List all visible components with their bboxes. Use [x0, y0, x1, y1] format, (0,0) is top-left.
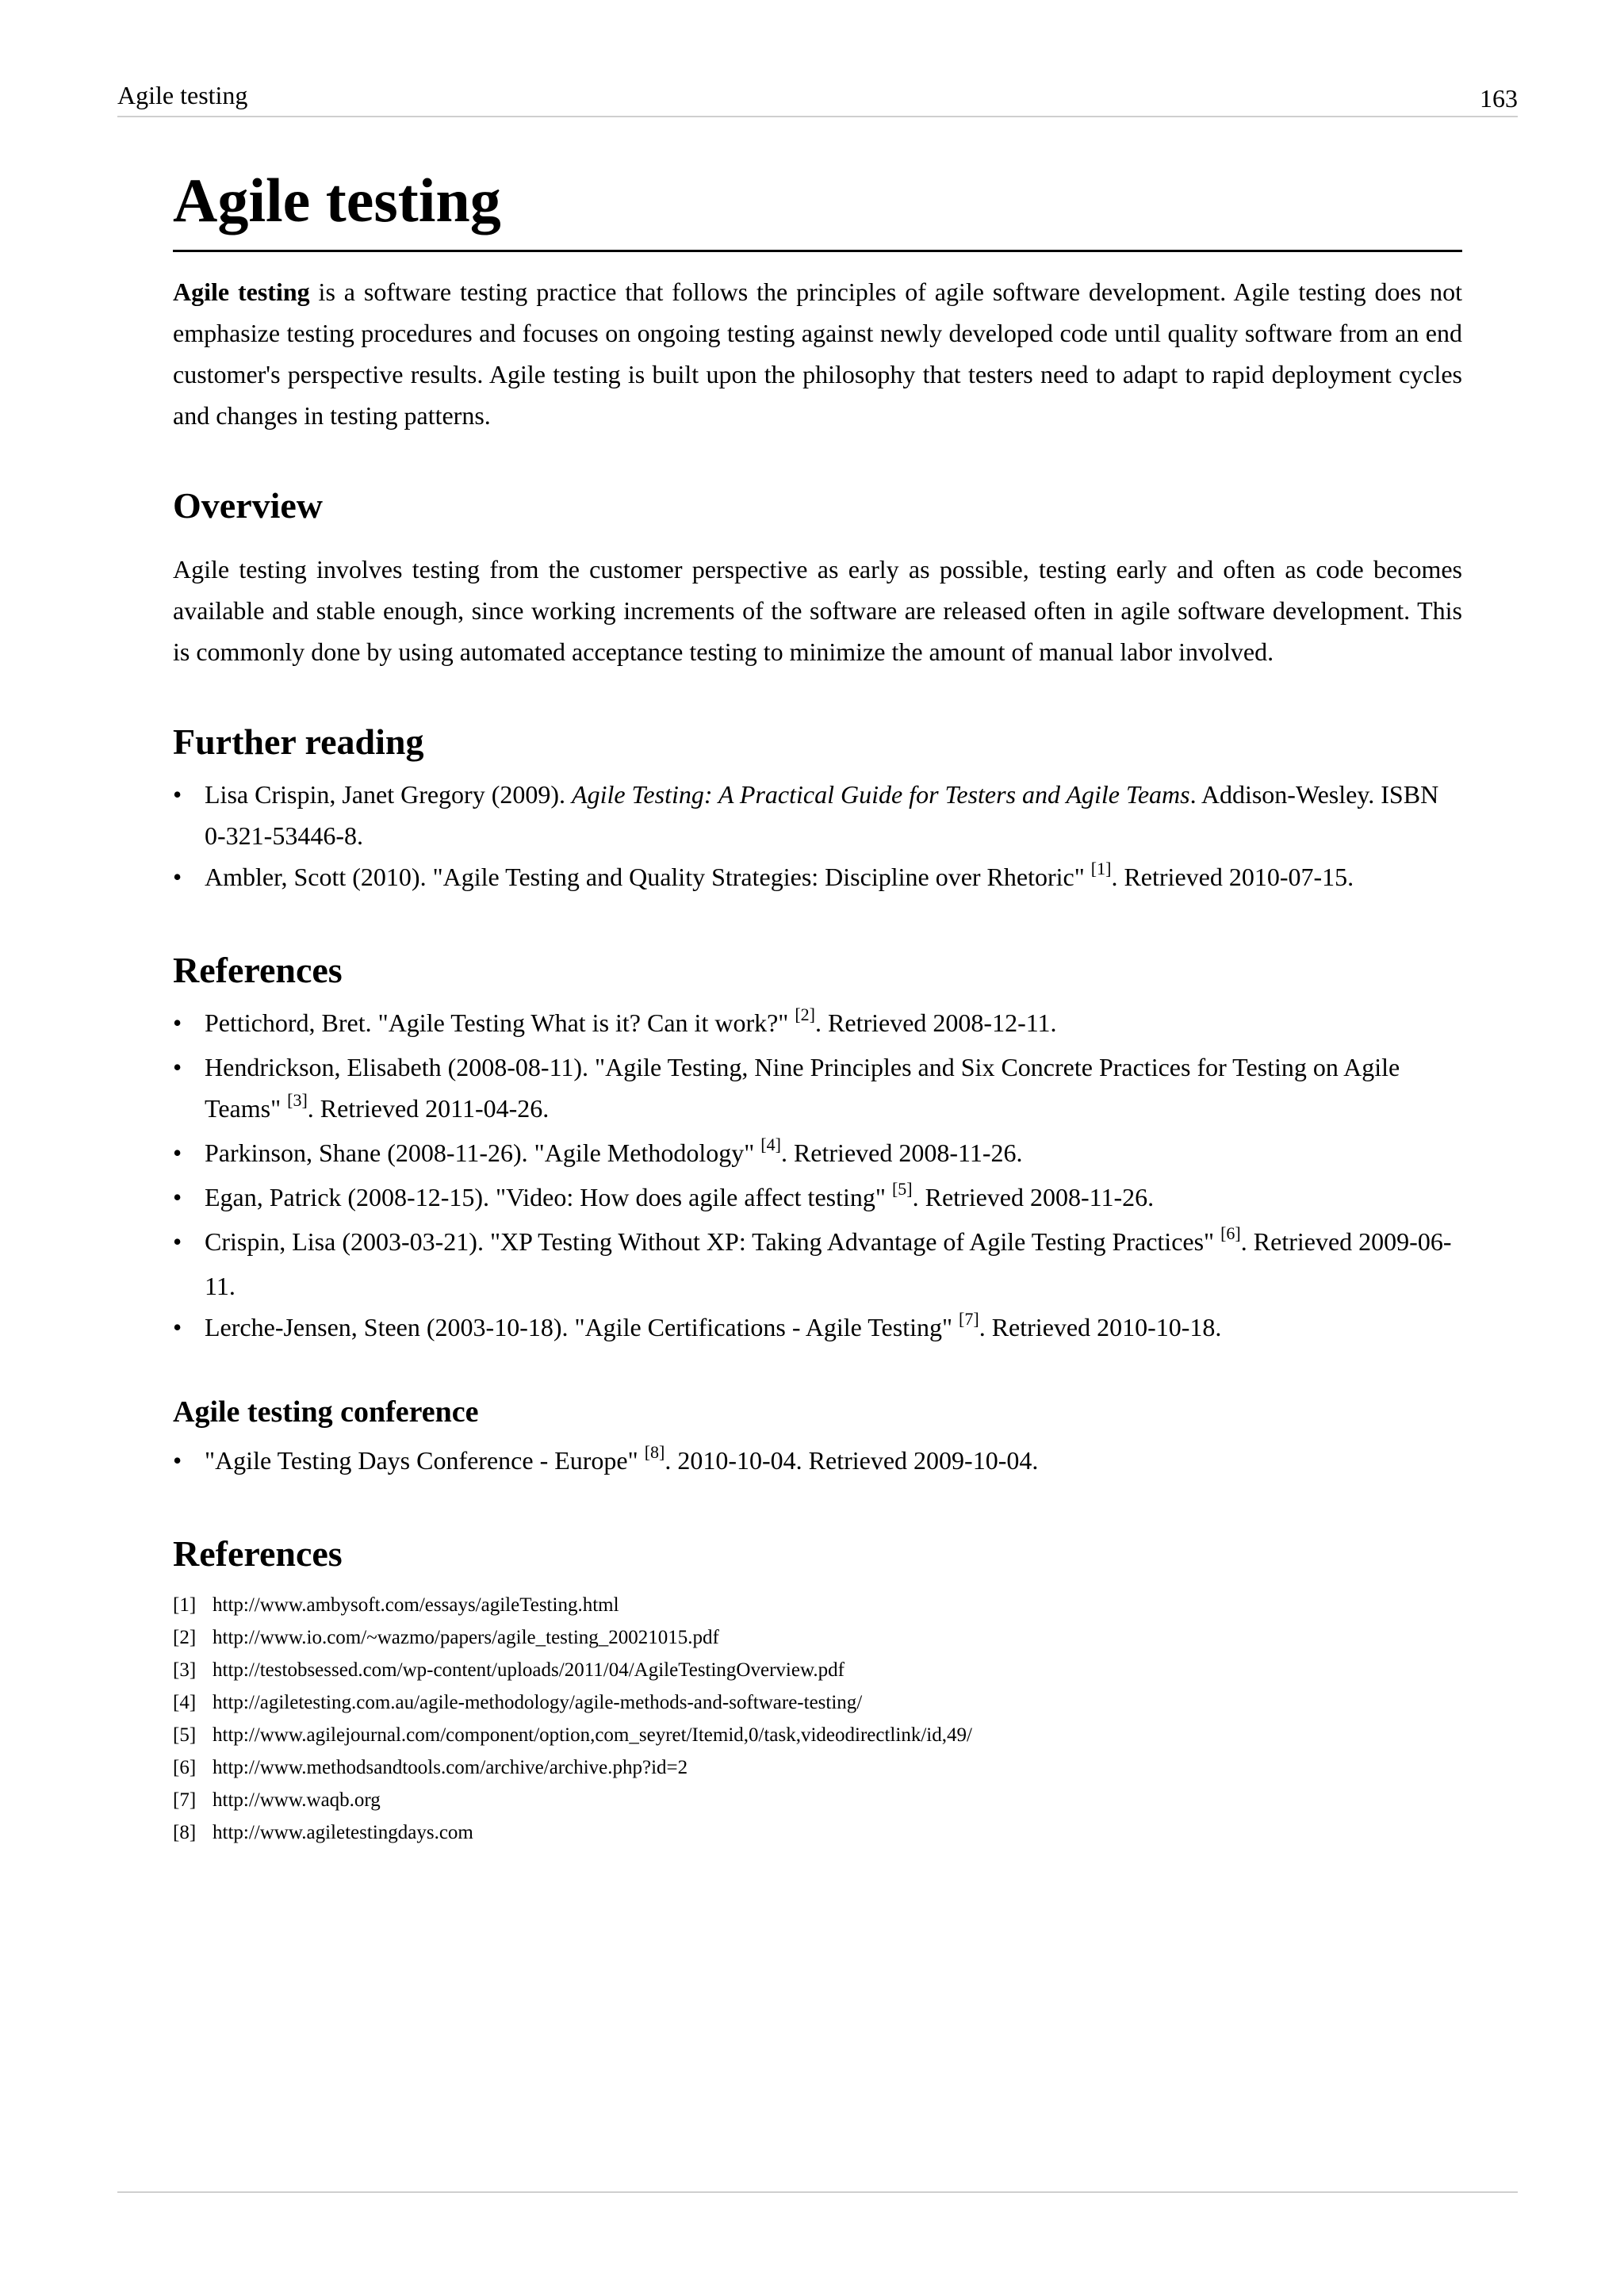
list-item: • Hendrickson, Elisabeth (2008-08-11). "Agile Testing, Nine Principles and Six Concrete Practices for Testing on Agile Teams" [3]. Retrieved 2011-04-26.	[173, 1047, 1462, 1132]
bullet-icon: •	[173, 1008, 182, 1037]
page-title: Agile testing	[173, 163, 1462, 252]
reference-number: [4]	[173, 1692, 197, 1713]
bullet-icon: •	[173, 1446, 182, 1475]
citation-link[interactable]: [6]	[1220, 1223, 1241, 1243]
reference-url[interactable]: http://www.methodsandtools.com/archive/archive.php?id=2	[213, 1757, 688, 1778]
citation-link[interactable]: [1]	[1090, 859, 1112, 878]
list-item: • Egan, Patrick (2008-12-15). "Video: How does agile affect testing" [5]. Retrieved 2008-11-26.	[173, 1177, 1462, 1221]
citation-link[interactable]: [2]	[795, 1004, 816, 1024]
bullet-icon: •	[173, 1053, 182, 1081]
reference-number: [3]	[173, 1659, 197, 1681]
bullet-icon: •	[173, 1138, 182, 1167]
section-heading-conference: Agile testing conference	[173, 1395, 479, 1429]
overview-paragraph: Agile testing involves testing from the customer perspective as early as possible, testing early and often as code becomes available and stable enough, since working increments of the software are released often in agile software development. This is commonly done by using automated acceptance testing to minimize the amount of manual labor involved.	[173, 555, 1462, 666]
citation-link[interactable]: [7]	[959, 1309, 979, 1329]
intro-text: is a software testing practice that follows the principles of agile software development. Agile testing does not emphasize testing procedures and focuses on ongoing testing against newly developed code until quality software from an end customer's perspective results. Agile testing is built upon the philosophy that testers need to adapt to rapid deployment cycles and changes in testing patterns.	[173, 277, 1463, 430]
list-item	[173, 1686, 1462, 1719]
link-reference-list	[173, 1589, 1462, 1849]
citation-link[interactable]: [3]	[287, 1090, 308, 1110]
reference-url[interactable]: http://www.ambysoft.com/essays/agileTesting.html	[213, 1594, 619, 1616]
list-item	[173, 1589, 1462, 1621]
list-item: • Lerche-Jensen, Steen (2003-10-18). "Agile Certifications - Agile Testing" [7]. Retrieved 2010-10-18.	[173, 1307, 1462, 1351]
list-item: • "Agile Testing Days Conference - Europe" [8]. 2010-10-04. Retrieved 2009-10-04.	[173, 1440, 1462, 1484]
reference-number: [6]	[173, 1757, 197, 1778]
section-heading-references: References	[173, 950, 343, 990]
reference-number: [2]	[173, 1627, 197, 1648]
list-item: • Crispin, Lisa (2003-03-21). "XP Testing Without XP: Taking Advantage of Agile Testing Practices" [6]. Retrieved 2009-06-11.	[173, 1221, 1462, 1307]
list-item	[173, 1816, 1462, 1849]
reference-number: [5]	[173, 1724, 197, 1746]
list-item	[173, 1654, 1462, 1686]
reference-url[interactable]: http://agiletesting.com.au/agile-methodology/agile-methods-and-software-testing/	[213, 1692, 863, 1713]
list-item: • Pettichord, Bret. "Agile Testing What is it? Can it work?" [2]. Retrieved 2008-12-11.	[173, 1002, 1462, 1047]
intro-term: Agile testing	[173, 277, 310, 306]
reference-number: [7]	[173, 1789, 197, 1811]
intro-paragraph	[173, 271, 1462, 436]
reference-url[interactable]: http://www.agilejournal.com/component/option,com_seyret/Itemid,0/task,videodirectlink/id,49/	[213, 1724, 972, 1746]
list-item: • Parkinson, Shane (2008-11-26). "Agile Methodology" [4]. Retrieved 2008-11-26.	[173, 1132, 1462, 1177]
list-item	[173, 1621, 1462, 1654]
list-item: • Lisa Crispin, Janet Gregory (2009). Agile Testing: A Practical Guide for Testers and Agile Teams. Addison-Wesley. ISBN 0-321-53446-8.	[173, 774, 1462, 856]
footer-divider	[117, 2191, 1518, 2193]
bullet-icon: •	[173, 1313, 182, 1341]
further-reading-list	[173, 774, 1462, 901]
section-heading-link-references: References	[173, 1533, 343, 1574]
article-body	[173, 163, 1462, 1849]
list-item: • Ambler, Scott (2010). "Agile Testing and Quality Strategies: Discipline over Rhetoric" [1]. Retrieved 2010-07-15.	[173, 856, 1462, 901]
reference-url[interactable]: http://testobsessed.com/wp-content/uploads/2011/04/AgileTestingOverview.pdf	[213, 1659, 845, 1681]
reference-url[interactable]: http://www.io.com/~wazmo/papers/agile_testing_20021015.pdf	[213, 1627, 719, 1648]
list-item	[173, 1719, 1462, 1751]
section-heading-overview: Overview	[173, 485, 324, 526]
reference-number: [8]	[173, 1822, 197, 1843]
bullet-icon: •	[173, 780, 182, 809]
list-item	[173, 1751, 1462, 1784]
citation-link[interactable]: [5]	[891, 1179, 913, 1199]
citation-link[interactable]: [4]	[760, 1135, 781, 1154]
citation-link[interactable]: [8]	[644, 1442, 665, 1462]
reference-number: [1]	[173, 1594, 197, 1616]
bullet-icon: •	[173, 1183, 182, 1211]
conference-list	[173, 1440, 1462, 1484]
book-title: Agile Testing: A Practical Guide for Testers and Agile Teams	[572, 780, 1190, 809]
reference-url[interactable]: http://www.agiletestingdays.com	[213, 1822, 473, 1843]
list-item	[173, 1784, 1462, 1816]
bullet-icon: •	[173, 1227, 182, 1256]
references-list	[173, 1002, 1462, 1351]
page-number: 163	[1480, 84, 1518, 113]
reference-url[interactable]: http://www.waqb.org	[213, 1789, 381, 1811]
bullet-icon: •	[173, 863, 182, 891]
running-header-title: Agile testing	[117, 81, 248, 109]
section-heading-further-reading: Further reading	[173, 721, 424, 762]
running-header	[117, 78, 1518, 117]
